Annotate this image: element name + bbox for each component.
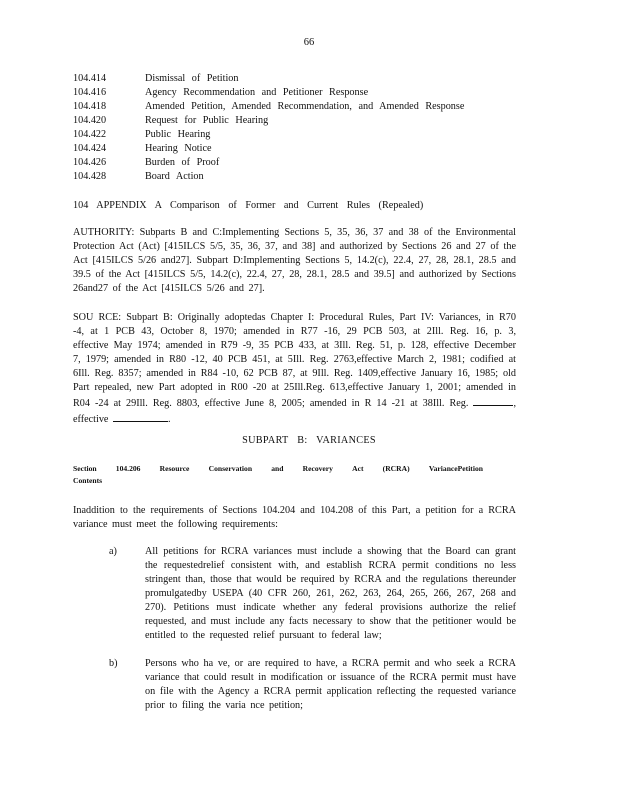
blank-line — [473, 395, 513, 406]
section-heading-word: Act — [352, 464, 364, 473]
section-list-item — [73, 114, 513, 128]
list-item — [109, 545, 516, 643]
section-list-item — [73, 142, 513, 156]
section-heading-word: (RCRA) — [382, 464, 410, 473]
source-note: SOU RCE: Subpart B: Originally adoptedas Chapter I: Procedural Rules, Part IV: Variances, in R70 -4, at 1 PCB 43, October 8, 1970; amended in R77 -16, 29 PCB 503, at 2Ill. Reg. 16, p. 3, effective May 1974; amended in R79 -9, 35 PCB 433, at 3Ill. Reg. 51, p. 128, effective December 7, 1979; amended in R80 -12, 40 PCB 451, at 5Ill. Reg. 2763,effective March 2, 1981; codified at 6Ill. Reg. 8357; amended in R84 -10, 62 PCB 87, at 9Ill. Reg. 1409,effective January 16, 1985; old Part repealed, new Part adopted in R00 -20 at 25Ill.Reg. 613,effective January 1, 2001; amended in R04 -24 at 29Ill. Reg. 8803, effective June 8, 2005; amended in R 14 -21 at 38Ill. Reg. , effective . — [73, 312, 516, 425]
section-heading-continued: Contents — [73, 476, 103, 485]
section-list-item — [73, 128, 513, 142]
section-heading-word: Section — [73, 464, 97, 473]
section-list-item — [73, 72, 513, 86]
section-list-item — [73, 100, 513, 114]
list-item-text: Persons who ha ve, or are required to have, a RCRA permit and who seek a RCRA variance that could result in modification or issuance of the RCRA permit must have on file with the Agency a RCRA permit application reflecting the requested variance prior to filing the varia nce petition; — [145, 658, 516, 711]
section-number: 104.418 — [73, 101, 107, 112]
section-list-item — [73, 156, 513, 170]
section-heading — [73, 463, 516, 487]
section-title: Hearing Notice — [145, 143, 212, 154]
section-list-item — [73, 86, 513, 100]
section-heading-word: Resource — [159, 464, 190, 473]
section-number: 104.420 — [73, 115, 107, 126]
subpart-heading: SUBPART B: VARIANCES — [242, 435, 376, 446]
section-number: 104.422 — [73, 129, 107, 140]
section-number: 104.414 — [73, 73, 107, 84]
section-number: 104.424 — [73, 143, 107, 154]
section-title: Dismissal of Petition — [145, 73, 239, 84]
list-item-label: b) — [109, 658, 118, 669]
section-number: 104.416 — [73, 87, 107, 98]
section-heading-word: and — [271, 464, 284, 473]
section-title: Agency Recommendation and Petitioner Response — [145, 87, 369, 98]
source-text: SOU RCE: Subpart B: Originally adoptedas Chapter I: Procedural Rules, Part IV: Variances, in R70 -4, at 1 PCB 43, October 8, 1970; amended in R77 -16, 29 PCB 503, at 2Ill. Reg. 16, p. 3, effective May 1974; amended in R79 -9, 35 PCB 433, at 3Ill. Reg. 51, p. 128, effective December 7, 1979; amended in R80 -12, 40 PCB 451, at 5Ill. Reg. 2763,effective March 2, 1981; codified at 6Ill. Reg. 8357; amended in R84 -10, 62 PCB 87, at 9Ill. Reg. 1409,effective January 16, 1985; old Part repealed, new Part adopted in R00 -20 at 25Ill.Reg. 613,effective January 1, 2001; amended in R04 -24 at 29Ill. Reg. 8803, effective June 8, 2005; amended in R 14 -21 at 38Ill. Reg. — [73, 312, 516, 409]
page-number: 66 — [303, 37, 315, 48]
section-title: Request for Public Hearing — [145, 115, 269, 126]
blank-line — [113, 411, 168, 422]
section-title: Public Hearing — [145, 129, 211, 140]
section-number: 104.426 — [73, 157, 107, 168]
section-title: Burden of Proof — [145, 157, 220, 168]
list-item — [109, 657, 516, 713]
section-heading-word: VariancePetition — [428, 464, 483, 473]
section-list-item — [73, 170, 513, 184]
section-heading-word: 104.206 — [115, 464, 141, 473]
section-title: Board Action — [145, 171, 204, 182]
appendix-entry: 104 APPENDIX A Comparison of Former and Current Rules (Repealed) — [73, 200, 424, 211]
section-list — [73, 72, 513, 184]
section-title: Amended Petition, Amended Recommendation, and Amended Response — [145, 101, 465, 112]
source-effective-label: effective — [73, 414, 109, 425]
authority-note: AUTHORITY: Subparts B and C:Implementing Sections 5, 35, 36, 37 and 38 of the Environmental Protection Act (Act) [415ILCS 5/5, 35, 36, 37, and 38] and authorized by Sections 26 and 27 of the Act [415ILCS 5/26 and27]. Subpart D:Implementing Sections 5, 14.2(c), 22.4, 27, 28, 28.1, 28.5 and 39.5 of the Act [415ILCS 5/5, 14.2(c), 22.4, 27, 28, 28.1, 28.5 and 39.5] and authorized by Sections 26and27 of the Act [415ILCS 5/26 and 27]. — [73, 227, 516, 294]
list-item-label: a) — [109, 546, 117, 557]
section-number: 104.428 — [73, 171, 107, 182]
section-heading-word: Conservation — [208, 464, 253, 473]
list-item-text: All petitions for RCRA variances must include a showing that the Board can grant the requestedrelief consistent with, and establish RCRA permit conditions no less stringent than, those that would be required by RCRA and the regulations thereunder promulgatedby USEPA (40 CFR 260, 261, 262, 263, 264, 265, 266, 267, 268 and 270). Petitions must indicate whether any federal provisions authorize the relief requested, and must include any facts necessary to show that the petitioner would be entitled to the requested relief pursuant to federal law; — [145, 546, 516, 641]
intro-paragraph: Inaddition to the requirements of Sections 104.204 and 104.208 of this Part, a petition for a RCRA variance must meet the following requirements: — [73, 505, 516, 530]
section-heading-word: Recovery — [302, 464, 333, 473]
